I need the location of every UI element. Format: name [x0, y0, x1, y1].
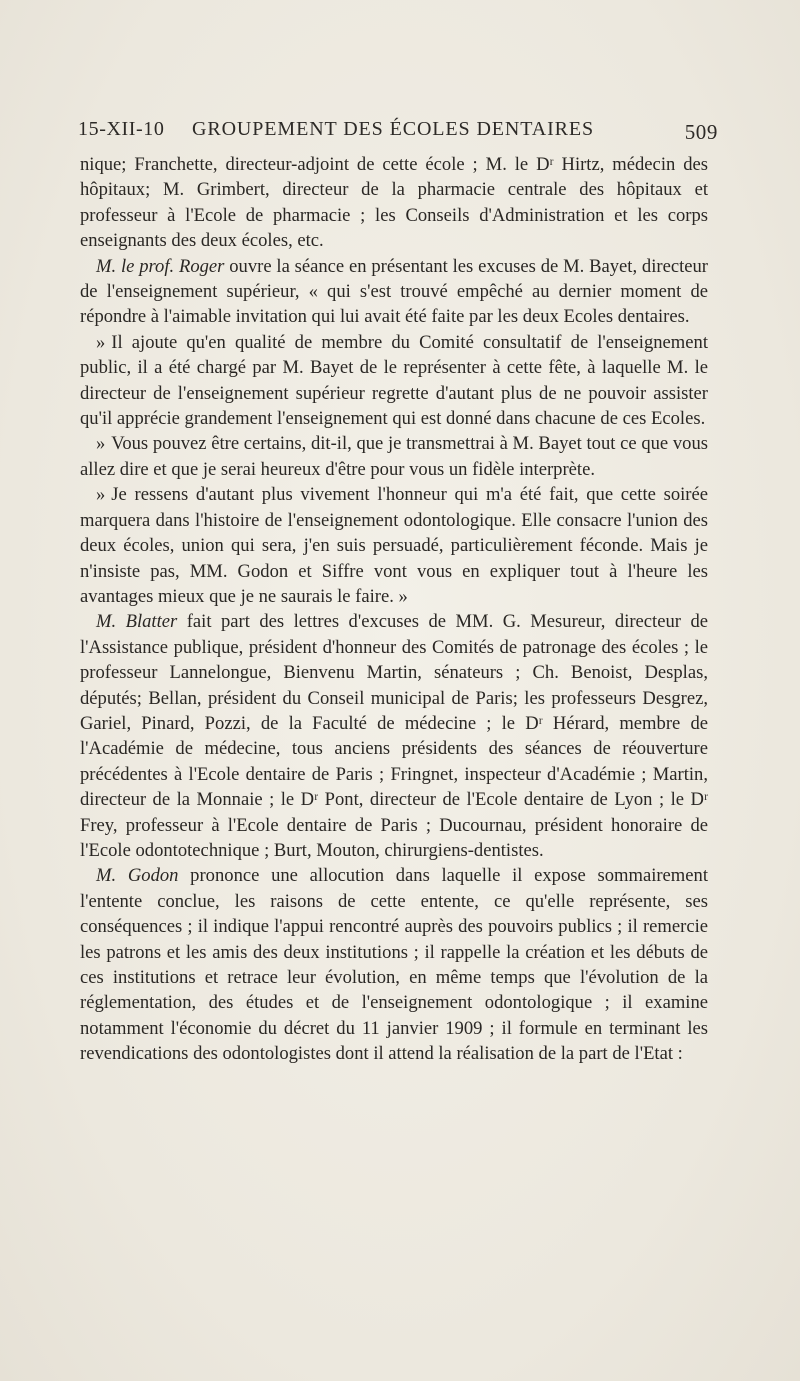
paragraph-blatter [80, 609, 708, 863]
quote-mark: » [96, 484, 106, 506]
paragraph-text: Je ressens d'autant plus vivement l'honneur qui m'a été fait, que cette soirée marquera dans l'histoire de l'enseignement odontologique. Elle consacre l'union des deux écoles, union qui sera, j'en suis persuadé, particulièrement féconde. Mais je n'insiste pas, MM. Godon et Siffre vont vous en expliquer tout à l'heure les avantages mieux que je ne saurais le faire. » [80, 484, 708, 607]
page-number: 509 [684, 120, 718, 144]
body-text [80, 152, 708, 1067]
running-header [78, 112, 718, 144]
quote-mark: » [96, 331, 106, 353]
paragraph-text: ouvre la séance en présentant les excuses de M. Bayet, directeur de l'enseignement supérieur, « qui s'est trouvé empêché au dernier moment de répondre à l'aimable invitation qui lui avait été faite par les deux Ecoles dentaires. [80, 255, 708, 328]
running-header-title: GROUPEMENT DES ÉCOLES DENTAIRES [192, 118, 595, 140]
paragraph-continued [80, 152, 708, 254]
quote-mark: » [96, 433, 106, 455]
paragraph-quote-2 [80, 431, 708, 482]
paragraph-quote-3 [80, 482, 708, 609]
paragraph-text: Il ajoute qu'en qualité de membre du Comité consultatif de l'enseignement public, il a été chargé par M. Bayet de le représenter à cette fête, à laquelle M. le directeur de l'enseignement supérieur regrette d'autant plus de ne pouvoir assister qu'il apprécie grandement l'enseignement qui est donné dans chacune de ces Ecoles. [80, 331, 708, 430]
paragraph-roger [80, 254, 708, 330]
speaker-name: M. le prof. Roger [96, 255, 225, 277]
paragraph-quote-1 [80, 330, 708, 432]
paragraph-text: fait part des lettres d'excuses de MM. G. Mesureur, directeur de l'Assistance publique, président d'honneur des Comités de patronage des écoles ; le professeur Lannelongue, Bienvenu Martin, sénateurs ; Ch. Benoist, Desplas, députés; Bellan, président du Conseil municipal de Paris; les professeurs Desgrez, Gariel, Pinard, Pozzi, de la Faculté de médecine ; le Dʳ Hérard, membre de l'Académie de médecine, tous anciens présidents des séances de réouverture précédentes à l'Ecole dentaire de Paris ; Fringnet, inspecteur d'Académie ; Martin, directeur de la Monnaie ; le Dʳ Pont, directeur de l'Ecole dentaire de Lyon ; le Dʳ Frey, professeur à l'Ecole dentaire de Paris ; Ducournau, président honoraire de l'Ecole odontotechnique ; Burt, Mouton, chirurgiens-dentistes. [80, 611, 708, 861]
paragraph-text: prononce une allocution dans laquelle il expose sommairement l'entente conclue, les raisons de cette entente, ce qu'elle représente, ses conséquences ; il indique l'appui rencontré auprès des pouvoirs publics ; il remercie les patrons et les amis des deux institutions ; il rappelle la création et les débuts de ces institutions et retrace leur évolution, en même temps que l'évolution de la réglementation, des études et de l'enseignement odontologique ; il examine notamment l'économie du décret du 11 janvier 1909 ; il formule en terminant les revendications des odontologistes dont il attend la réalisation de la part de l'Etat : [80, 865, 708, 1065]
running-header-date: 15-XII-10 [78, 118, 165, 140]
paragraph-text: nique; Franchette, directeur-adjoint de cette école ; M. le Dʳ Hirtz, médecin des hôpitaux; M. Grimbert, directeur de la pharmacie centrale des hôpitaux et professeur à l'Ecole de pharmacie ; les Conseils d'Administration et les corps enseignants des deux écoles, etc. [80, 154, 708, 252]
speaker-name: M. Blatter [96, 611, 178, 633]
speaker-name: M. Godon [96, 865, 179, 887]
paragraph-godon [80, 863, 708, 1066]
paragraph-text: Vous pouvez être certains, dit-il, que je transmettrai à M. Bayet tout ce que vous allez dire et que je serai heureux d'être pour vous un fidèle interprète. [80, 433, 708, 480]
